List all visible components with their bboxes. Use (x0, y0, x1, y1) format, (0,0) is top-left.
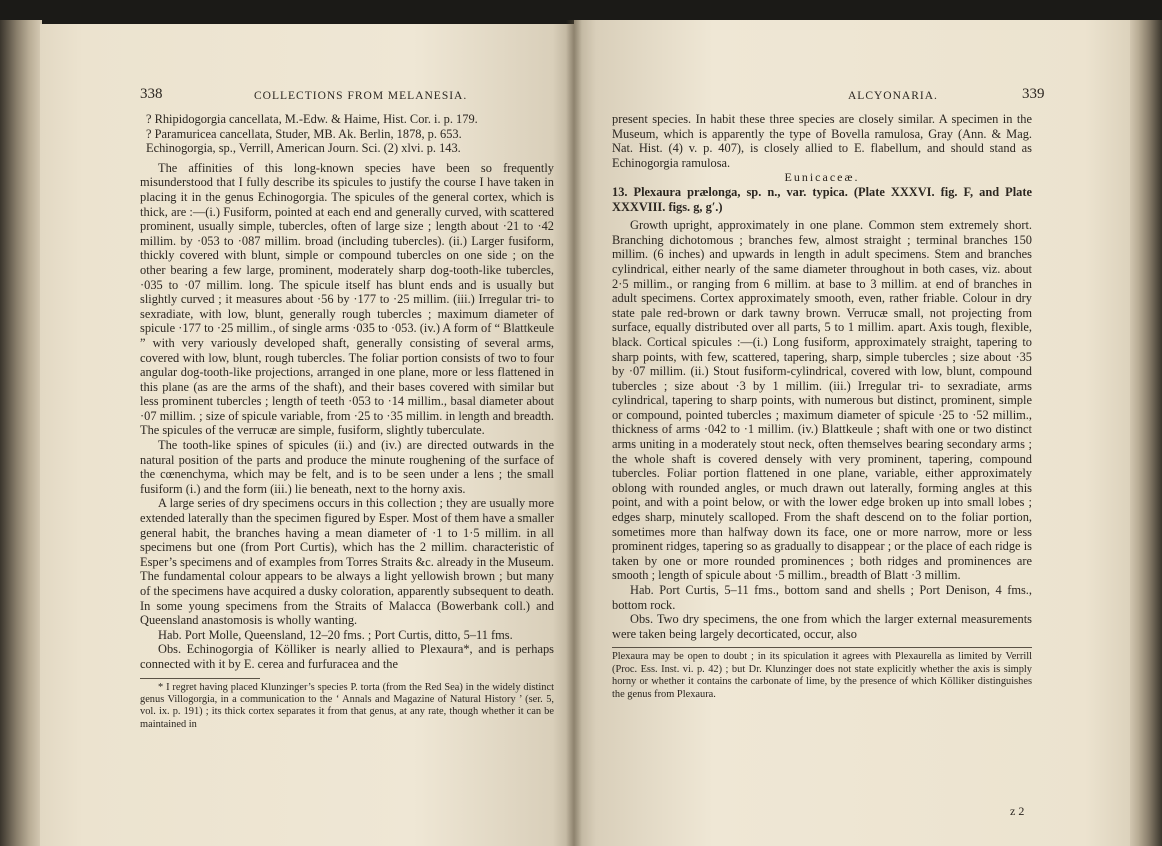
right-description: Growth upright, approximately in one plane. Common stem extremely short. Branching dichotomous ; branches few, almost straight ; terminal branches 150 millim. (6 inches) and upwards in length in adult specimens. Stem and branches cylindrical, either nearly of the same diameter throughout in both cases, viz. about 2·5 millim., or ranging from 6 millim. at base to 3 millim. at end of branches in adult specimens. Cortex approximately smooth, even, rather friable. Colour in dry state pale red-brown or dark tawny brown. Verrucæ small, not projecting from surface, equally distributed over all parts, 5 to 1 millim. apart. Axis tough, flexible, black. Cortical spicules :—(i.) Long fusiform, approximately straight, tapering to sharp points, with few, scattered, tapering, sharp, simple tubercles ; size about ·35 by ·07 millim. (ii.) Stout fusiform-cylindrical, covered with low, blunt, compound tubercles ; size about ·3 by 1 millim. (iii.) Irregular tri- to sexradiate, arms cylindrical, tapering to sharp points, with numerous but distinct, prominent, simple or compound, pointed tubercles ; maximum diameter of spicule ·25 to ·52 millim., thickness of arms ·042 to ·1 millim. (iv.) Blattkeule ; shaft with one or two distinct arms uniting in a moderately stout neck, often themselves bearing secondary arms ; the whole shaft is covered densely with very prominent, tapering, compound tubercles. Foliar portion flattened in one plane, variable, either approximately oblong with rounded angles, or much drawn out laterally, forming angles at this point, and with a point below, or with the lower edge broken up into small lobes ; edges sharp, minutely scalloped. From the shaft descend on to the foliar portion, sometimes more than halfway down its face, one or more narrow, more or less prominent ridges, tapering so as gradually to disappear ; or the place of each ridge is taken by one or more rounded prominences ; both ridges and prominences are smooth ; length of spicule about ·5 millim., breadth of Blatt ·3 millim. (612, 218, 1032, 583)
book-gutter (566, 20, 582, 846)
signature-mark: z 2 (1010, 804, 1025, 818)
right-footnote-rule (612, 647, 1032, 648)
right-page-edges (1128, 20, 1162, 846)
left-text-column (140, 112, 554, 731)
left-page-number: 338 (140, 86, 163, 102)
synonym-ref-3: Echinogorgia, sp., Verrill, American Journ. Sci. (2) xlvi. p. 143. (146, 141, 461, 156)
species-title: 13. Plexaura prælonga, sp. n., var. typica. (Plate XXXVI. fig. F, and Plate XXXVIII. figs. g, g′.) (612, 184, 1032, 214)
synonym-ref-2: ? Paramuricea cancellata, Studer, MB. Ak. Berlin, 1878, p. 653. (146, 126, 462, 141)
left-paragraph-3: A large series of dry specimens occurs in this collection ; they are usually more extended laterally than the specimen figured by Esper. Most of them have a smaller general habit, the branches having a mean diameter of ·1 to 1·5 millim. in all specimens but one (from Port Curtis), which has the 2 millim. characteristic of Esper’s specimens and of examples from Torres Straits &c. already in the Museum. The fundamental colour appears to be always a light yellowish brown ; but many of the specimens have acquired a dusky coloration, apparently subsequent to death. In some young specimens from the Straits of Malacca (Bowerbank coll.) and Queensland anastomosis is wholly wanting. (140, 496, 554, 628)
left-observations: Obs. Echinogorgia of Kölliker is nearly allied to Plexaura*, and is perhaps connected with it by E. cerea and furfuracea and the (140, 642, 554, 671)
left-paragraph-1: The affinities of this long-known species have been so frequently misunderstood that I fully describe its spicules to justify the course I have taken in placing it in the genus Echinogorgia. The spicules of the general cortex, which is thick, are :—(i.) Fusiform, pointed at each end and generally curved, with scattered prominent, usually simple, tubercles, often of large size ; length about ·21 to ·42 millim. by ·053 to ·087 millim. broad (including tubercles). (ii.) Larger fusiform, thickly covered with blunt, simple or compound tubercles on one side ; on the other bearing a few large, prominent, moderately sharp dog-tooth-like tubercles, ·035 to ·07 millim. long. The spicule itself has blunt ends and is usually but slightly curved ; it measures about ·56 by ·177 to ·25 millim. (iii.) Irregular tri- to sexradiate, with low, blunt, generally rough tubercles ; maximum diameter of spicule ·177 to ·25 millim., of single arms ·035 to ·053. (iv.) A form of “ Blattkeule ” with very variously developed shaft, generally consisting of several arms, covered with low, blunt, rough tubercles. The foliar portion consists of two to four angular dog-tooth-like projections, arranged in one plane, more or less flattened in this plane (as are the arms of the shaft), and their bases covered with similar but less prominent tubercles ; length of teeth ·053 to ·14 millim., basal diameter about ·07 millim. ; size of spicule variable, from ·25 to ·35 millim. in length and breadth. The spicules of the verrucæ are simple, fusiform, slightly tuberculate. (140, 160, 554, 438)
left-footnote: * I regret having placed Klunzinger’s species P. torta (from the Red Sea) in the widely distinct genus Villogorgia, in a communication to the ‘ Annals and Magazine of Natural History ’ (ser. 5, vol. ix. p. 191) ; its thick cortex separates it from that genus, at any rate, though whether it can be maintained in (140, 681, 554, 730)
footnote-rule (140, 678, 260, 679)
right-running-header: ALCYONARIA. (848, 90, 938, 102)
synonym-ref-1: ? Rhipidogorgia cancellata, M.-Edw. & Haime, Hist. Cor. i. p. 179. (146, 112, 478, 126)
family-heading: Eunicaceæ. (784, 170, 860, 185)
left-running-header: COLLECTIONS FROM MELANESIA. (254, 90, 468, 102)
right-text-column (612, 112, 1032, 701)
right-page-number: 339 (1022, 86, 1045, 102)
right-intro: present species. In habit these three species are closely similar. A specimen in the Museum, which is apparently the type of Bovella ramulosa, Gray (Ann. & Mag. Nat. Hist. (4) v. p. 407), is closely allied to E. flabellum, and should stand as Echinogorgia ramulosa. (612, 112, 1032, 170)
left-paragraph-2: The tooth-like spines of spicules (ii.) and (iv.) are directed outwards in the natural position of the parts and produce the minute roughening of the surface of the cœnenchyma, which may be felt, and is to be seen under a lens ; the small fusiform (i.) and the form (iii.) lie beneath, next to the horny axis. (140, 438, 554, 496)
right-habitat: Hab. Port Curtis, 5–11 fms., bottom sand and shells ; Port Denison, 4 fms., bottom rock. (612, 583, 1032, 612)
right-footnote: Plexaura may be open to doubt ; in its spiculation it agrees with Plexaurella as limited by Verrill (Proc. Ess. Inst. vi. p. 42) ; but Dr. Klunzinger does not state explicitly whether the axis is simply horny or whether it contains the carbonate of lime, by the presence of which Kölliker distinguishes the genus from Plexaura. (612, 651, 1032, 700)
left-habitat: Hab. Port Molle, Queensland, 12–20 fms. ; Port Curtis, ditto, 5–11 fms. (158, 627, 513, 642)
right-observations: Obs. Two dry specimens, the one from which the larger external measurements were taken being largely decorticated, occur, also (612, 612, 1032, 641)
left-page-edges (0, 20, 42, 846)
